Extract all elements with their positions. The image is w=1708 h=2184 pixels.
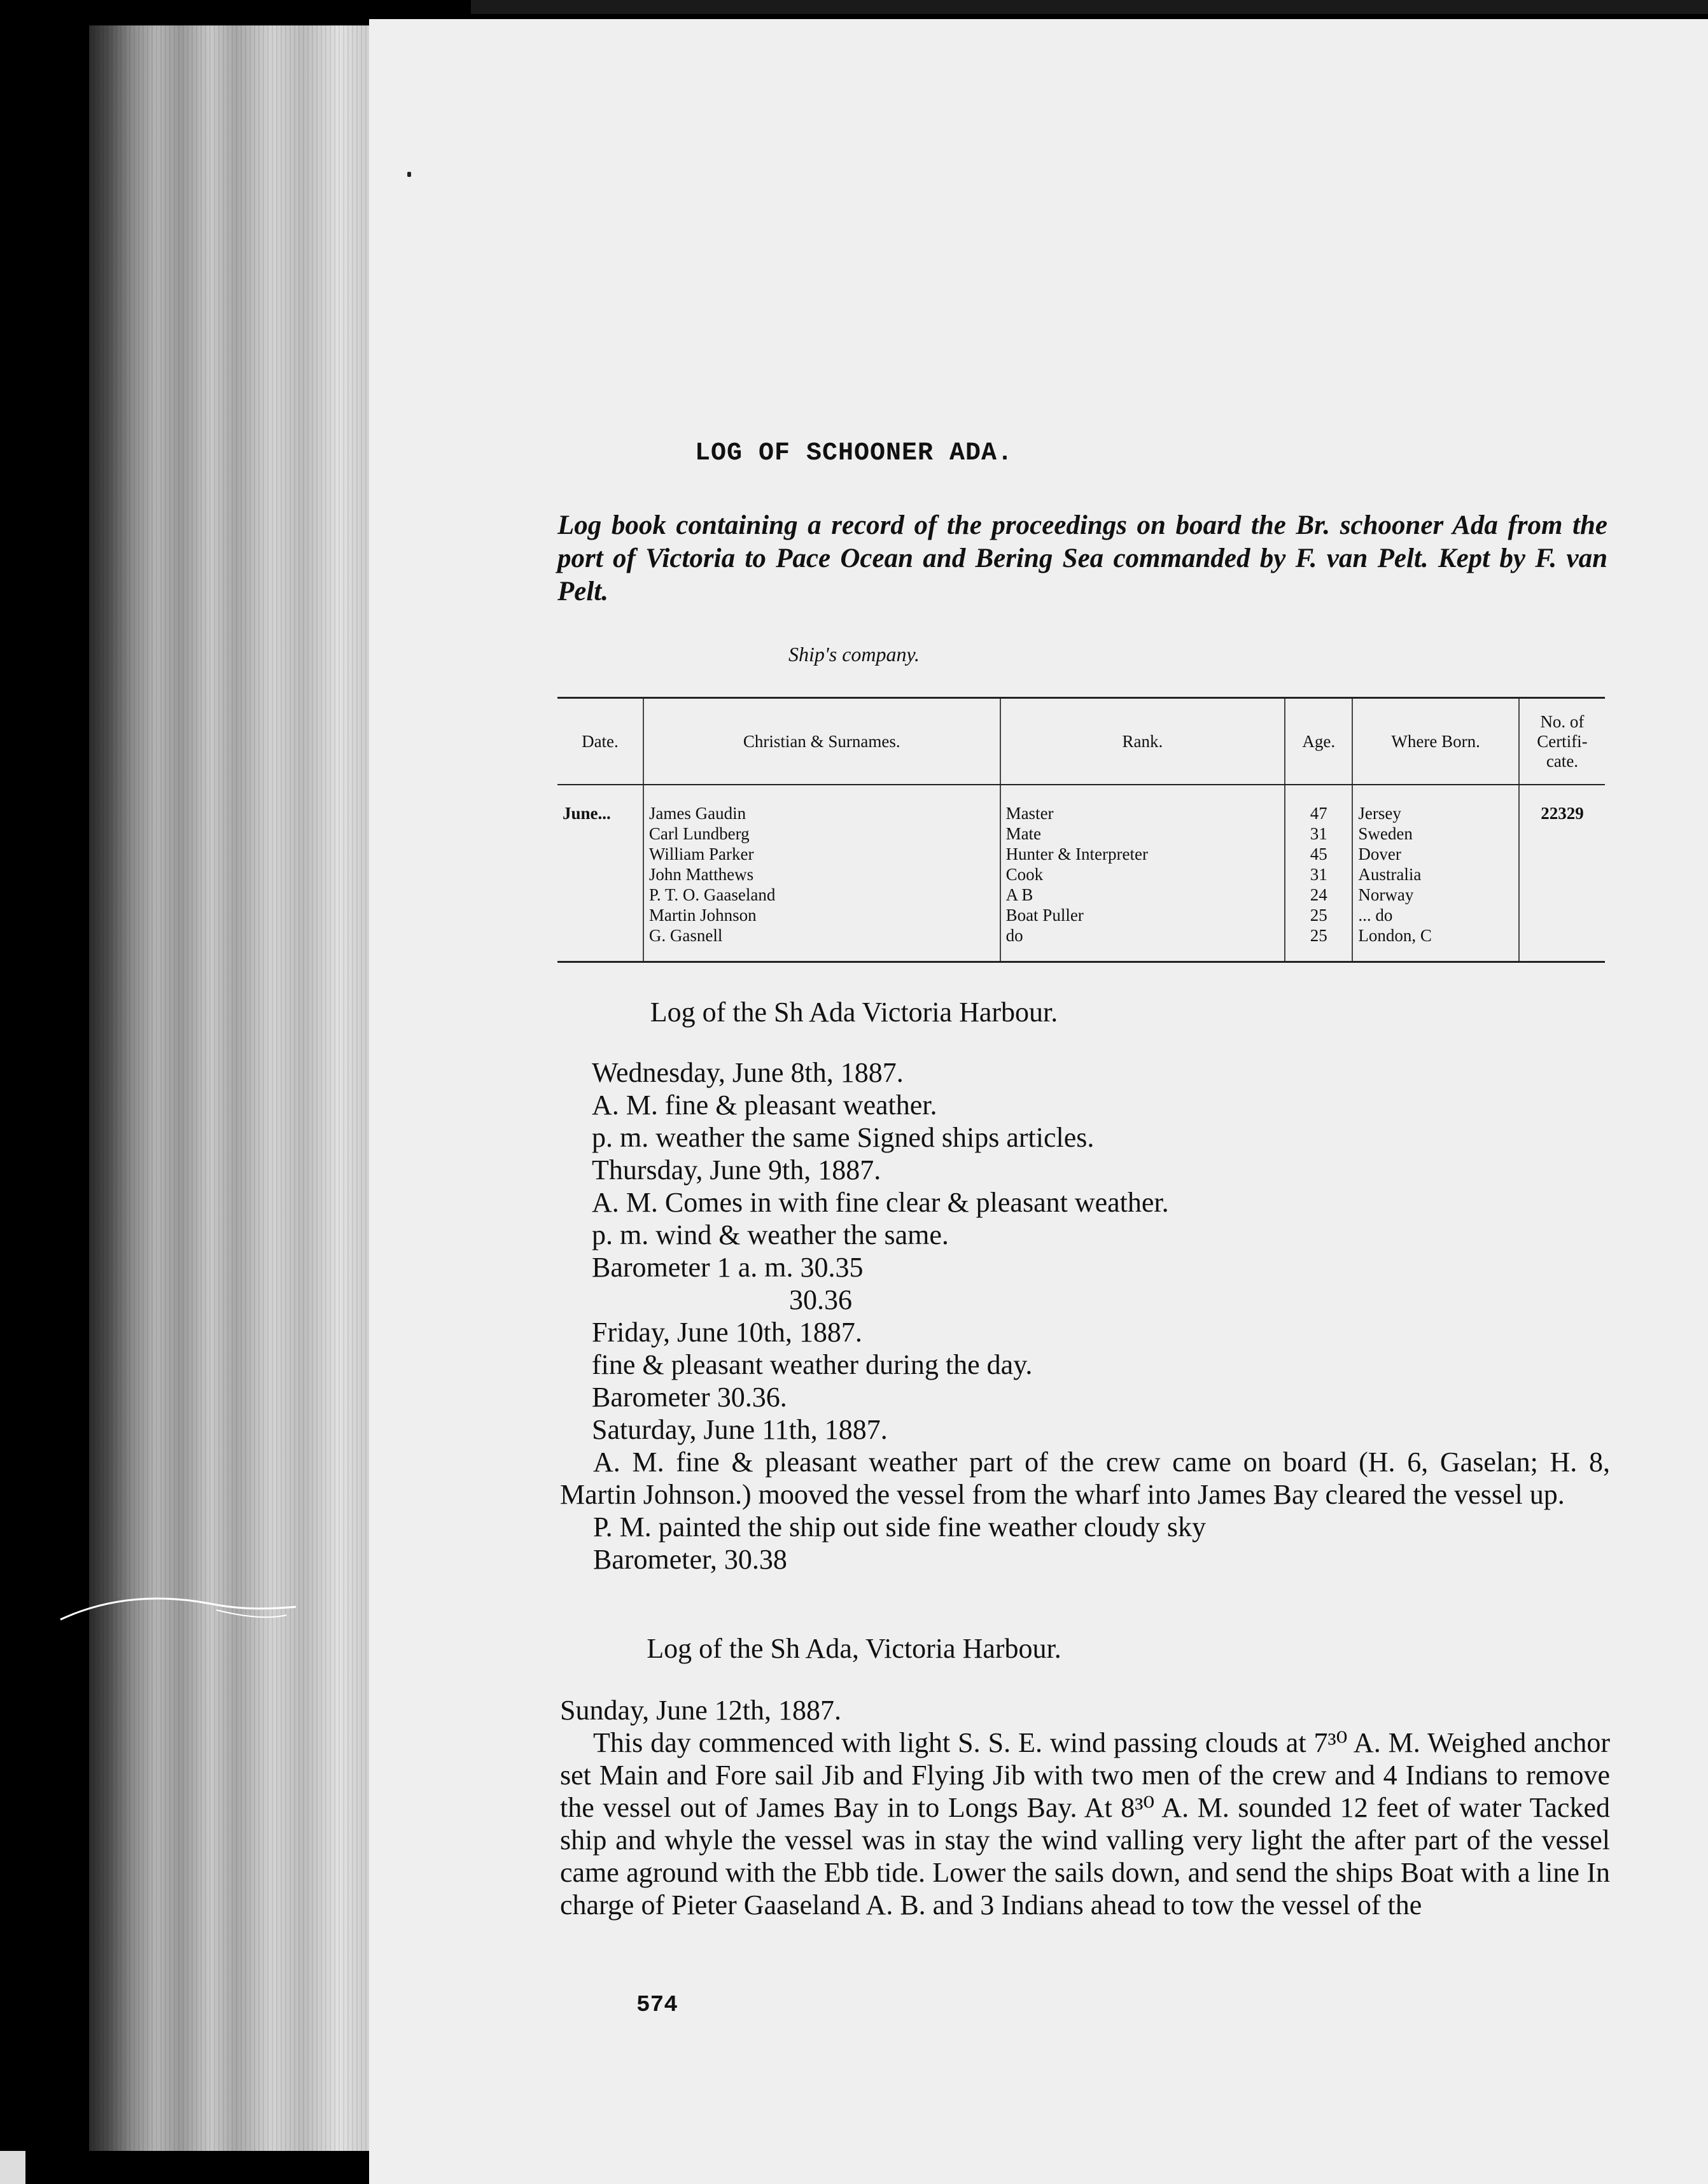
page-title: LOG OF SCHOONER ADA.: [694, 439, 1014, 468]
cell-born: London, C: [1352, 925, 1519, 962]
cell-date: [557, 925, 643, 962]
cell-born: ... do: [1352, 905, 1519, 925]
log-heading-1: Log of the Sh Ada Victoria Harbour.: [650, 997, 1058, 1028]
cell-name: P. T. O. Gaaseland: [643, 885, 1000, 905]
cell-name: Carl Lundberg: [643, 823, 1000, 844]
header-age: Age.: [1285, 698, 1352, 785]
header-name: Christian & Surnames.: [643, 698, 1000, 785]
table-row: [557, 823, 1605, 844]
header-date: Date.: [557, 698, 643, 785]
cell-age: 24: [1285, 885, 1352, 905]
log-line: Barometer 30.36.: [592, 1382, 787, 1413]
cell-rank: Hunter & Interpreter: [1000, 844, 1285, 864]
log-paragraph-1: [560, 1446, 1610, 1576]
cell-date: [557, 823, 643, 844]
log-line: P. M. painted the ship out side fine weather cloudy sky: [593, 1511, 1206, 1543]
cell-rank: Cook: [1000, 864, 1285, 885]
log-line: A. M. Comes in with fine clear & pleasant weather.: [592, 1187, 1169, 1218]
log-line: Wednesday, June 8th, 1887.: [592, 1057, 904, 1088]
log-line: Thursday, June 9th, 1887.: [592, 1154, 881, 1186]
cell-name: John Matthews: [643, 864, 1000, 885]
cell-age: 25: [1285, 925, 1352, 962]
cell-age: 47: [1285, 785, 1352, 823]
log-paragraph-text: This day commenced with light S. S. E. wind passing clouds at 7³⁰ A. M. Weighed anchor set Main and Fore sail Jib and Flying Jib with two men of the crew and 4 Indians to remove the vessel out of James Bay in to Longs Bay. At 8³⁰ A. M. sounded 12 feet of water Tacked ship and whyle the vessel was in stay the wind valling very light the after part of the vessel came aground with the Ebb tide. Lower the sails down, and send the ships Boat with a line In charge of Pieter Gaaseland A. B. and 3 Indians ahead to tow the vessel of the: [560, 1727, 1610, 1921]
header-where-born: Where Born.: [1352, 698, 1519, 785]
table-header-row: [557, 698, 1605, 785]
cell-name: William Parker: [643, 844, 1000, 864]
page-top-shadow: [471, 0, 1708, 14]
cell-born: Norway: [1352, 885, 1519, 905]
table-row: [557, 844, 1605, 864]
cell-cert: [1519, 905, 1605, 925]
ink-dot: [407, 172, 411, 177]
cell-date: [557, 844, 643, 864]
log-line: A. M. fine & pleasant weather.: [592, 1089, 937, 1121]
header-certificate: No. of Certifi- cate.: [1519, 698, 1605, 785]
cell-cert: [1519, 925, 1605, 962]
log-line: Saturday, June 11th, 1887.: [592, 1414, 888, 1445]
cell-age: 25: [1285, 905, 1352, 925]
cell-age: 45: [1285, 844, 1352, 864]
table-row: [557, 864, 1605, 885]
log-line: p. m. wind & weather the same.: [592, 1219, 949, 1250]
log-line: Barometer 1 a. m. 30.35: [592, 1252, 864, 1283]
header-rank: Rank.: [1000, 698, 1285, 785]
cell-cert: [1519, 885, 1605, 905]
ships-company-label: Ship's company.: [788, 643, 920, 666]
cell-cert: [1519, 823, 1605, 844]
cell-age: 31: [1285, 864, 1352, 885]
log-line: p. m. weather the same Signed ships articles.: [592, 1122, 1095, 1153]
log-line: Barometer, 30.38: [593, 1544, 787, 1575]
log-line: 30.36: [789, 1284, 852, 1315]
cell-cert: 22329: [1519, 785, 1605, 823]
log-line: fine & pleasant weather during the day.: [592, 1349, 1033, 1380]
cell-born: Australia: [1352, 864, 1519, 885]
corner-mark: [0, 2151, 25, 2184]
cell-rank: Master: [1000, 785, 1285, 823]
cell-rank: Boat Puller: [1000, 905, 1285, 925]
cell-born: Jersey: [1352, 785, 1519, 823]
cell-date: [557, 864, 643, 885]
table-row: [557, 885, 1605, 905]
cell-date: June...: [563, 804, 611, 823]
log-description: Log book containing a record of the proceedings on board the Br. schooner Ada from the port of Victoria to Pace Ocean and Bering Sea commanded by F. van Pelt. Kept by F. van Pelt.: [557, 510, 1607, 606]
log-heading-2: Log of the Sh Ada, Victoria Harbour.: [647, 1633, 1061, 1664]
cell-name: G. Gasnell: [643, 925, 1000, 962]
margin-scribble: [57, 1591, 299, 1629]
cell-age: 31: [1285, 823, 1352, 844]
page-number: 574: [636, 1992, 678, 2018]
log-entries-1: [592, 1056, 1610, 1446]
cell-date: [557, 885, 643, 905]
log-paragraph-text: A. M. fine & pleasant weather part of the crew came on board (H. 6, Gaselan; H. 8, Martin Johnson.) mooved the vessel from the wharf into James Bay cleared the vessel up.: [560, 1446, 1610, 1510]
table-row: [557, 925, 1605, 962]
cell-name: James Gaudin: [643, 785, 1000, 823]
cell-rank: A B: [1000, 885, 1285, 905]
table-row: [557, 785, 1605, 823]
log-date: Sunday, June 12th, 1887.: [560, 1695, 842, 1726]
cell-name: Martin Johnson: [643, 905, 1000, 925]
log-line: Friday, June 10th, 1887.: [592, 1317, 862, 1348]
cell-cert: [1519, 844, 1605, 864]
cell-date: [557, 905, 643, 925]
cell-rank: do: [1000, 925, 1285, 962]
book-page-edges: [89, 25, 395, 2151]
crew-table: [557, 697, 1605, 963]
log-paragraph-2: [560, 1694, 1610, 1921]
cell-rank: Mate: [1000, 823, 1285, 844]
cell-cert: [1519, 864, 1605, 885]
table-row: [557, 905, 1605, 925]
cell-born: Sweden: [1352, 823, 1519, 844]
cell-born: Dover: [1352, 844, 1519, 864]
